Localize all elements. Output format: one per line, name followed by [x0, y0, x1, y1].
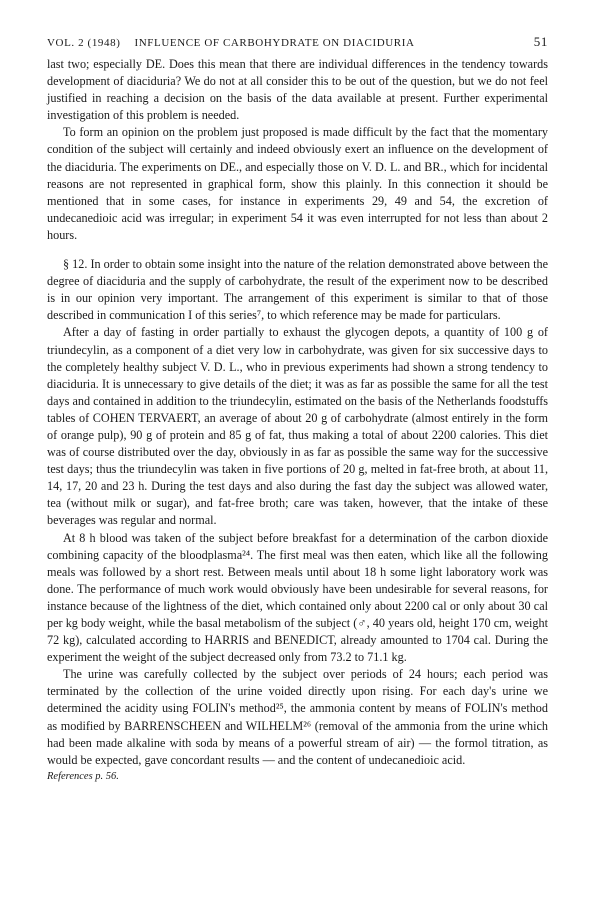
volume-label: VOL. 2 (1948)	[47, 37, 121, 49]
paragraph: After a day of fasting in order partially to exhaust the glycogen depots, a quantity of 100 g of triundecylin, as a component of a diet very low in carbohydrate, was given for six successive days to the completely healthy subject V. D. L., who in previous experiments had shown a strong tendency to diaciduria. It is unnecessary to give details of the diet; it was as far as possible the same for all the test days and contained in addition to the triundecylin, estimated on the basis of the Netherlands foodstuffs tables of COHEN TERVAERT, an average of about 20 g of carbohydrate (almost entirely in the form of orange pulp), 90 g of protein and 85 g of fat, thus making a total of about 2200 calories. This diet was of course distributed over the day, obviously in as far as possible the same way for the successive test days; thus the triundecylin was taken in five portions of 20 g, melted in fat-free broth, at about 11, 14, 17, 20 and 23 h. During the test days and also during the fast day the subject was allowed water, tea (without milk or sugar), and fat-free broth; care was taken, however, that the intake of these beverages was regular and normal.	[47, 325, 548, 528]
article-body	[47, 56, 548, 769]
running-title: INFLUENCE OF CARBOHYDRATE ON DIACIDURIA	[134, 37, 415, 49]
section-12-paragraph: § 12. In order to obtain some insight into the nature of the relation demonstrated above between the degree of diaciduria and the supply of carbohydrate, the result of the experiment now to be described is in our opinion very important. The arrangement of this experiment is similar to that of those described in communication I of this series⁷, to which reference may be made for particulars.	[47, 257, 548, 323]
paragraph-continuation: last two; especially DE. Does this mean that there are individual differences in the tendency towards development of diaciduria? We do not at all consider this to be out of the question, but we do not feel justified in reaching a decision on the basis of the data available at present. Further experimental investigation of this problem is needed.	[47, 57, 548, 123]
paragraph: To form an opinion on the problem just proposed is made difficult by the fact that the momentary condition of the subject will certainly and indeed obviously exert an influence on the development of the diaciduria. The experiments on DE., and especially those on V. D. L. and BR., which for incidental reasons are not represented in graphical form, show this plainly. In this connection it should be mentioned that in some cases, for instance in experiments 29, 49 and 54, the excretion of undecanedioic acid was irregular; in experiment 54 it was even interrupted for not less than about 2 hours.	[47, 125, 548, 242]
journal-page	[47, 34, 548, 782]
running-header	[47, 34, 548, 56]
references-note: References p. 56.	[47, 770, 119, 782]
page-number: 51	[533, 34, 548, 49]
paragraph: The urine was carefully collected by the subject over periods of 24 hours; each period was terminated by the collection of the urine voided directly upon rising. For each day's urine we determined the acidity using FOLIN's method²⁵, the ammonia content by means of FOLIN's method as modified by BARRENSCHEEN and WILHELM²⁶ (removal of the ammonia from the urine which had been made alkaline with soda by means of a powerful stream of air) — the formol titration, as would be expected, gave concordant results — and the content of undecanedioic acid.	[47, 667, 548, 767]
paragraph: At 8 h blood was taken of the subject before breakfast for a determination of the carbon dioxide combining capacity of the bloodplasma²⁴. The first meal was then eaten, which like all the following meals was followed by a short rest. Between meals until about 18 h some light laboratory work was done. The performance of much work would obviously have been undesirable for several reasons, for instance because of the lightness of the diet, which contained only about 2200 cal or only about 30 cal per kg body weight, while the basal metabolism of the subject (♂, 40 years old, height 170 cm, weight 72 kg), calculated according to HARRIS and BENEDICT, already amounted to 1704 cal. During the experiment the weight of the subject decreased only from 73.2 to 71.1 kg.	[47, 530, 548, 665]
